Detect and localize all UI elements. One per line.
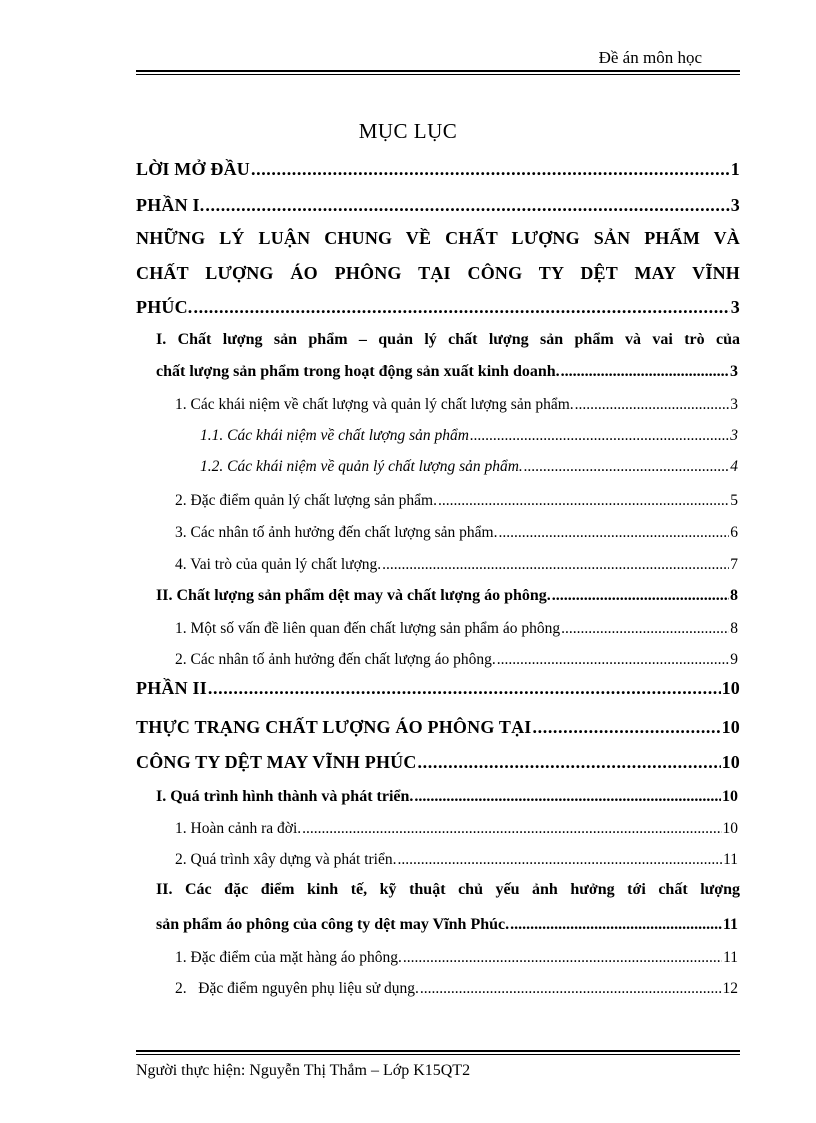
leader-dots — [251, 159, 730, 180]
leader-dots — [208, 678, 721, 699]
toc-entry-p2-s1[interactable]: I. Quá trình hình thành và phát triển. ..... 10 — [156, 788, 738, 806]
toc-entry-p2-s1-1[interactable]: 1. Hoàn cảnh ra đời. ..... 10 — [175, 820, 738, 838]
leader-dots — [397, 851, 722, 869]
leader-dots — [302, 820, 721, 838]
toc-entry-s1-1-1[interactable]: 1.1. Các khái niệm về chất lượng sản phẩm ..... 3 — [200, 427, 738, 445]
toc-entry-phan-1-title-line1[interactable]: NHỮNG LÝ LUẬN CHUNG VỀ CHẤT LƯỢNG SẢN PHẨM VÀ — [136, 228, 740, 248]
toc-entry-s1-1-2[interactable]: 1.2. Các khái niệm về quản lý chất lượng sản phẩm. ..... 4 — [200, 458, 738, 476]
toc-entry-phan-2-title2[interactable]: CÔNG TY DỆT MAY VĨNH PHÚC ..... 10 — [136, 752, 740, 773]
header-text: Đề án môn học — [598, 48, 702, 67]
leader-dots — [438, 492, 729, 510]
toc-title: MỤC LỤC — [358, 119, 458, 143]
toc-entry-p2-s2-2[interactable]: 2. Đặc điểm nguyên phụ liệu sử dụng. ..... 12 — [175, 980, 738, 998]
footer-rule — [136, 1050, 740, 1052]
leader-dots — [524, 458, 729, 476]
footer-rule-thin — [136, 1054, 740, 1055]
leader-dots — [403, 949, 722, 967]
leader-dots — [561, 363, 729, 381]
leader-dots — [533, 717, 721, 738]
leader-dots — [575, 396, 730, 414]
toc-entry-p2-s1-2[interactable]: 2. Quá trình xây dựng và phát triển. ..... 11 — [175, 851, 738, 869]
toc-entry-phan-2[interactable]: PHẦN II ..... 10 — [136, 678, 740, 699]
leader-dots — [205, 195, 729, 216]
toc-entry-phan-1-title-line3[interactable]: PHÚC. ..... 3 — [136, 297, 740, 318]
toc-entry-s1-line1[interactable]: I. Chất lượng sản phẩm – quản lý chất lượng sản phẩm và vai trò của — [156, 331, 740, 348]
leader-dots — [552, 587, 729, 605]
leader-dots — [470, 427, 729, 445]
toc-entry-s2-2[interactable]: 2. Các nhân tố ảnh hưởng đến chất lượng áo phông. ..... 9 — [175, 651, 738, 669]
toc-entry-phan-2-title1[interactable]: THỰC TRẠNG CHẤT LƯỢNG ÁO PHÔNG TẠI ..... 10 — [136, 717, 740, 738]
toc-entry-phan-1-title-line2[interactable]: CHẤT LƯỢNG ÁO PHÔNG TẠI CÔNG TY DỆT MAY VĨNH — [136, 263, 740, 283]
toc-entry-s1-3[interactable]: 3. Các nhân tố ảnh hưởng đến chất lượng sản phẩm. ..... 6 — [175, 524, 738, 542]
toc-entry-s2[interactable]: II. Chất lượng sản phẩm dệt may và chất lượng áo phông. ..... 8 — [156, 587, 738, 605]
leader-dots — [510, 916, 722, 934]
toc-entry-s1-2[interactable]: 2. Đặc điểm quản lý chất lượng sản phẩm. ..... 5 — [175, 492, 738, 510]
leader-dots — [420, 980, 722, 998]
toc-entry-p2-s2-1[interactable]: 1. Đặc điểm của mặt hàng áo phông. ..... 11 — [175, 949, 738, 967]
leader-dots — [561, 620, 729, 638]
toc-entry-s1-line2[interactable]: chất lượng sản phẩm trong hoạt động sản xuất kinh doanh. ..... 3 — [156, 363, 738, 381]
leader-dots — [382, 556, 729, 574]
toc-entry-loi-mo-dau[interactable]: LỜI MỞ ĐẦU ..... 1 — [136, 159, 740, 180]
toc-entry-s1-1[interactable]: 1. Các khái niệm về chất lượng và quản lý chất lượng sản phẩm. ..... 3 — [175, 396, 738, 414]
header-rule-thin — [136, 74, 740, 75]
toc-entry-s1-4[interactable]: 4. Vai trò của quản lý chất lượng. ..... 7 — [175, 556, 738, 574]
toc-entry-phan-1[interactable]: PHẦN I. ..... 3 — [136, 195, 740, 216]
toc-entry-p2-s2-line2[interactable]: sản phẩm áo phông của công ty dệt may Vĩnh Phúc. ..... 11 — [156, 916, 738, 934]
footer-text: Người thực hiện: Nguyễn Thị Thắm – Lớp K15QT2 — [136, 1062, 471, 1079]
header-rule — [136, 70, 740, 72]
leader-dots — [498, 524, 729, 542]
leader-dots — [414, 788, 721, 806]
leader-dots — [497, 651, 730, 669]
leader-dots — [194, 297, 730, 318]
toc-entry-p2-s2-line1[interactable]: II. Các đặc điểm kinh tế, kỹ thuật chủ yếu ảnh hưởng tới chất lượng — [156, 881, 740, 898]
leader-dots — [418, 752, 721, 773]
toc-entry-s2-1[interactable]: 1. Một số vấn đề liên quan đến chất lượng sản phẩm áo phông ..... 8 — [175, 620, 738, 638]
